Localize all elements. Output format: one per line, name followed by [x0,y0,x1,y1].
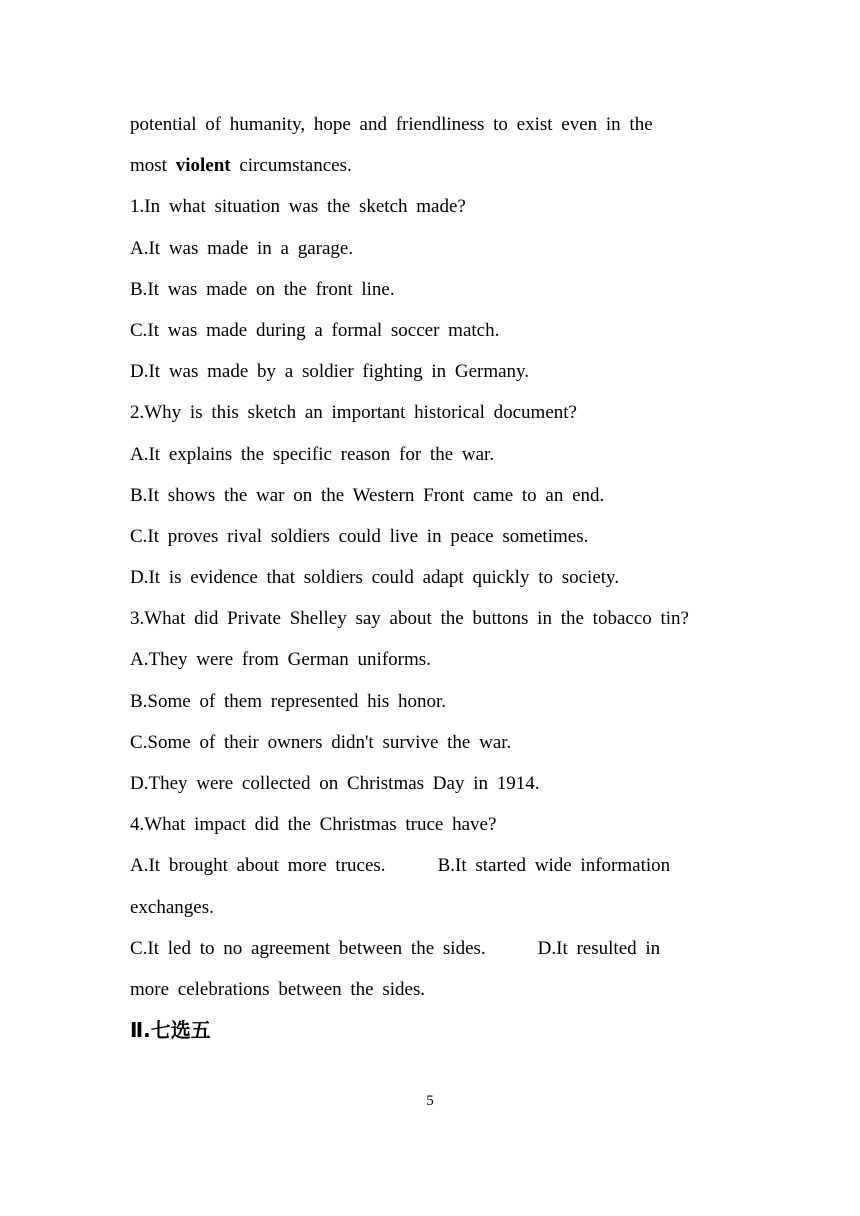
section-heading: Ⅱ.七选五 [130,1018,211,1043]
question-option: B.It shows the war on the Western Front came to an end. [130,484,605,506]
question-stem: 2.Why is this sketch an important historical document? [130,402,577,424]
question-option: C.It was made during a formal soccer match. [130,319,500,341]
question-stem: 4.What impact did the Christmas truce have? [130,814,497,836]
question-stem: 1.In what situation was the sketch made? [130,196,466,218]
emphasized-word: violent [175,155,231,177]
page-number: 5 [426,1093,434,1109]
passage-text: most [130,155,167,177]
question-option: C.Some of their owners didn't survive the war. [130,731,512,753]
question-option-continuation: more celebrations between the sides. [130,978,426,1000]
passage-line [130,145,740,186]
question-option-row [130,845,740,886]
question-option-row [130,928,740,969]
question-option: A.It brought about more truces. [130,855,386,877]
question-option: B.It was made on the front line. [130,278,395,300]
question-option: A.It explains the specific reason for the war. [130,443,495,465]
question-option: C.It led to no agreement between the sides. [130,937,486,959]
question-option: D.They were collected on Christmas Day in 1914. [130,773,540,794]
question-option: D.It was made by a soldier fighting in Germany. [130,361,530,383]
passage-text: circumstances. [239,155,352,177]
question-option-continuation: exchanges. [130,896,214,918]
question-stem: 3.What did Private Shelley say about the buttons in the tobacco tin? [130,608,689,630]
question-option: B.Some of them represented his honor. [130,690,447,712]
question-option: D.It is evidence that soldiers could adapt quickly to society. [130,567,620,589]
question-option: D.It resulted in [537,937,661,959]
question-option: A.It was made in a garage. [130,237,354,259]
question-option: C.It proves rival soldiers could live in peace sometimes. [130,525,589,547]
question-option: A.They were from German uniforms. [130,649,431,671]
document-body [130,104,740,1051]
question-option: B.It started wide information [437,855,671,877]
passage-line: potential of humanity, hope and friendliness to exist even in the [130,114,653,135]
